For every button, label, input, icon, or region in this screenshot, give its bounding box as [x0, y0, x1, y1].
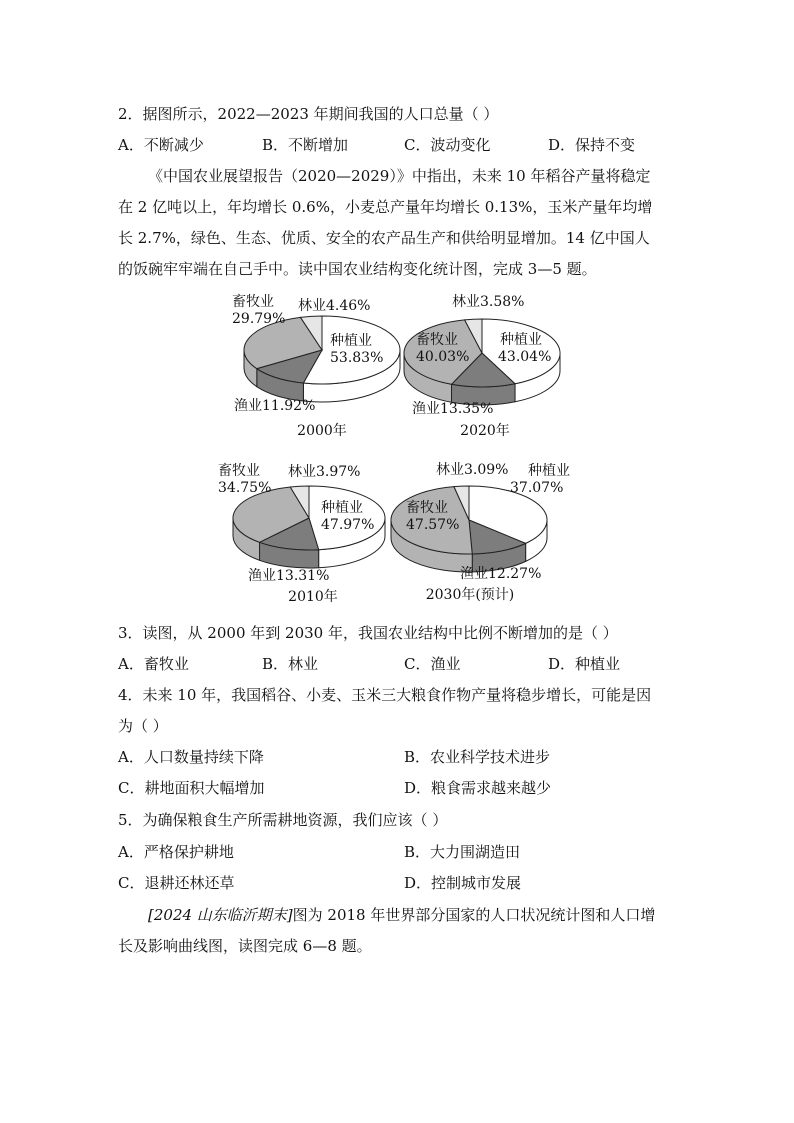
- q4-option-b: B．农业科学技术进步: [404, 748, 551, 766]
- label-planting-value: 37.07%: [510, 480, 564, 496]
- pie-chart-1: [404, 293, 560, 439]
- q5-option-b: B．大力围湖造田: [404, 843, 521, 861]
- q5-option-a: A．严格保护耕地: [118, 843, 234, 861]
- label-fishery: 渔业12.27%: [460, 566, 542, 582]
- q3-option-d: D．种植业: [548, 655, 621, 673]
- label-livestock-value: 47.57%: [406, 517, 460, 533]
- label-fishery: 渔业13.31%: [248, 568, 330, 584]
- pie-chart-0: [232, 293, 400, 439]
- question-4-stem-cont: 为（ ）: [118, 717, 168, 735]
- label-livestock-value: 40.03%: [416, 349, 470, 365]
- label-planting: 种植业: [528, 463, 570, 479]
- label-planting: 种植业: [330, 333, 372, 349]
- q2-option-c: C．波动变化: [404, 136, 491, 154]
- pie-title: 2030年(预计): [425, 587, 515, 603]
- label-planting-value: 43.04%: [498, 349, 552, 365]
- label-planting-value: 47.97%: [321, 517, 375, 533]
- q5-option-d: D．控制城市发展: [404, 874, 522, 892]
- passage-2-line: 长及影响曲线图，读图完成 6—8 题。: [118, 937, 372, 955]
- question-2-stem: 2．据图所示，2022—2023 年期间我国的人口总量（ ）: [118, 105, 499, 123]
- label-livestock: 畜牧业: [406, 500, 448, 516]
- label-livestock: 畜牧业: [416, 332, 458, 348]
- pie-title: 2020年: [460, 423, 510, 439]
- q5-option-c: C．退耕还林还草: [118, 874, 235, 892]
- pie-title: 2000年: [297, 423, 347, 439]
- label-planting: 种植业: [500, 332, 542, 348]
- passage-line: 在 2 亿吨以上，年均增长 0.6%，小麦总产量年均增长 0.13%，玉米产量年均增: [118, 198, 653, 216]
- pie-chart-2: [218, 462, 385, 605]
- label-forestry: 林业3.97%: [288, 464, 361, 480]
- label-forestry: 林业4.46%: [298, 298, 371, 314]
- label-planting-value: 53.83%: [330, 350, 384, 366]
- label-forestry: 林业3.09%: [436, 462, 509, 478]
- q2-option-a: A．不断减少: [118, 136, 204, 154]
- label-livestock-value: 34.75%: [218, 480, 272, 496]
- label-planting: 种植业: [321, 500, 363, 516]
- q2-option-d: D．保持不变: [548, 136, 636, 154]
- q3-option-a: A．畜牧业: [118, 655, 189, 673]
- label-fishery: 渔业11.92%: [234, 398, 316, 414]
- q3-option-c: C．渔业: [404, 655, 461, 673]
- passage-line: 的饭碗牢牢端在自己手中。读中国农业结构变化统计图，完成 3—5 题。: [118, 260, 597, 278]
- q3-option-b: B．林业: [262, 655, 319, 673]
- label-livestock: 畜牧业: [232, 294, 274, 310]
- pie-chart-3: [391, 461, 570, 603]
- question-5-stem: 5．为确保粮食生产所需耕地资源，我们应该（ ）: [118, 811, 448, 829]
- passage-line: 《中国农业展望报告（2020—2029）》中指出，未来 10 年稻谷产量将稳定: [148, 167, 651, 185]
- passage-2-line: [148, 904, 655, 925]
- passage-2-text: 图为 2018 年世界部分国家的人口状况统计图和人口增: [292, 906, 656, 924]
- question-4-stem: 4．未来 10 年，我国稻谷、小麦、玉米三大粮食作物产量将稳步增长，可能是因: [118, 686, 652, 704]
- q2-option-b: B．不断增加: [262, 136, 349, 154]
- label-livestock: 畜牧业: [218, 463, 260, 479]
- label-fishery: 渔业13.35%: [412, 401, 494, 417]
- label-forestry: 林业3.58%: [452, 294, 525, 310]
- pie-title: 2010年: [288, 589, 338, 605]
- source-tag: [2024 山东临沂期末]: [148, 906, 293, 924]
- passage-line: 长 2.7%，绿色、生态、优质、安全的农产品生产和供给明显增加。14 亿中国人: [118, 229, 650, 247]
- label-livestock-value: 29.79%: [232, 311, 286, 327]
- q4-option-a: A．人口数量持续下降: [118, 748, 264, 766]
- question-3-stem: 3．读图，从 2000 年到 2030 年，我国农业结构中比例不断增加的是（ ）: [118, 624, 618, 642]
- q4-option-c: C．耕地面积大幅增加: [118, 779, 265, 797]
- q4-option-d: D．粮食需求越来越少: [404, 779, 552, 797]
